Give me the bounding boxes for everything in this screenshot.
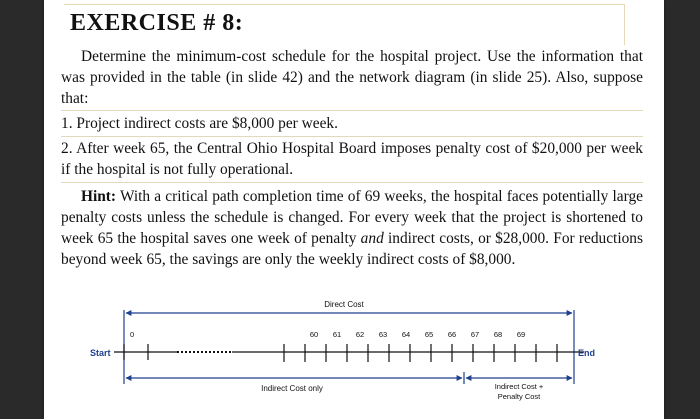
list-item-2: 2. After week 65, the Central Ohio Hospital Board imposes penalty cost of $20,000 per week if the hospital is not fully operational. <box>61 140 643 178</box>
hint-paragraph <box>61 186 643 270</box>
divider <box>61 110 643 111</box>
indirect-penalty-label-1: Indirect Cost + <box>494 382 544 391</box>
page-title: EXERCISE # 8: <box>70 10 244 36</box>
divider <box>61 182 643 183</box>
week-label: 68 <box>493 330 503 339</box>
week-label: 66 <box>447 330 457 339</box>
week-ticks <box>284 344 557 362</box>
timeline-diagram <box>44 290 664 419</box>
slide <box>44 0 664 419</box>
week-label: 61 <box>332 330 342 339</box>
start-label: Start <box>90 348 111 358</box>
divider <box>61 136 643 137</box>
list-item-1: 1. Project indirect costs are $8,000 per week. <box>61 115 338 132</box>
hint-text-b: indirect costs, or $28,000. For reductions beyond week 65, the savings are only the weekly indirect costs of $8,000. <box>61 230 643 268</box>
tick-label-0: 0 <box>130 330 135 339</box>
week-label: 62 <box>355 330 365 339</box>
week-label: 65 <box>424 330 434 339</box>
week-label: 60 <box>309 330 319 339</box>
hint-text-a: With a critical path completion time of 69 weeks, the hospital faces potentially large penalty costs unless the schedule is changed. For every week that the project is shortened to week 65 the hospital saves one week of penalty <box>61 188 643 247</box>
week-label: 67 <box>470 330 480 339</box>
end-label: End <box>578 348 595 358</box>
intro-paragraph: Determine the minimum-cost schedule for the hospital project. Use the information that was provided in the table (in slide 42) and the network diagram (in slide 25). Also, suppose that: <box>61 48 643 107</box>
week-label: 64 <box>401 330 411 339</box>
week-labels <box>310 330 525 339</box>
week-label: 69 <box>516 330 526 339</box>
week-label: 63 <box>378 330 388 339</box>
direct-cost-label: Direct Cost <box>324 300 364 309</box>
indirect-only-label: Indirect Cost only <box>261 384 323 393</box>
indirect-penalty-label-2: Penalty Cost <box>497 392 541 401</box>
hint-emphasis: and <box>360 230 384 247</box>
hint-label: Hint: <box>81 188 117 205</box>
